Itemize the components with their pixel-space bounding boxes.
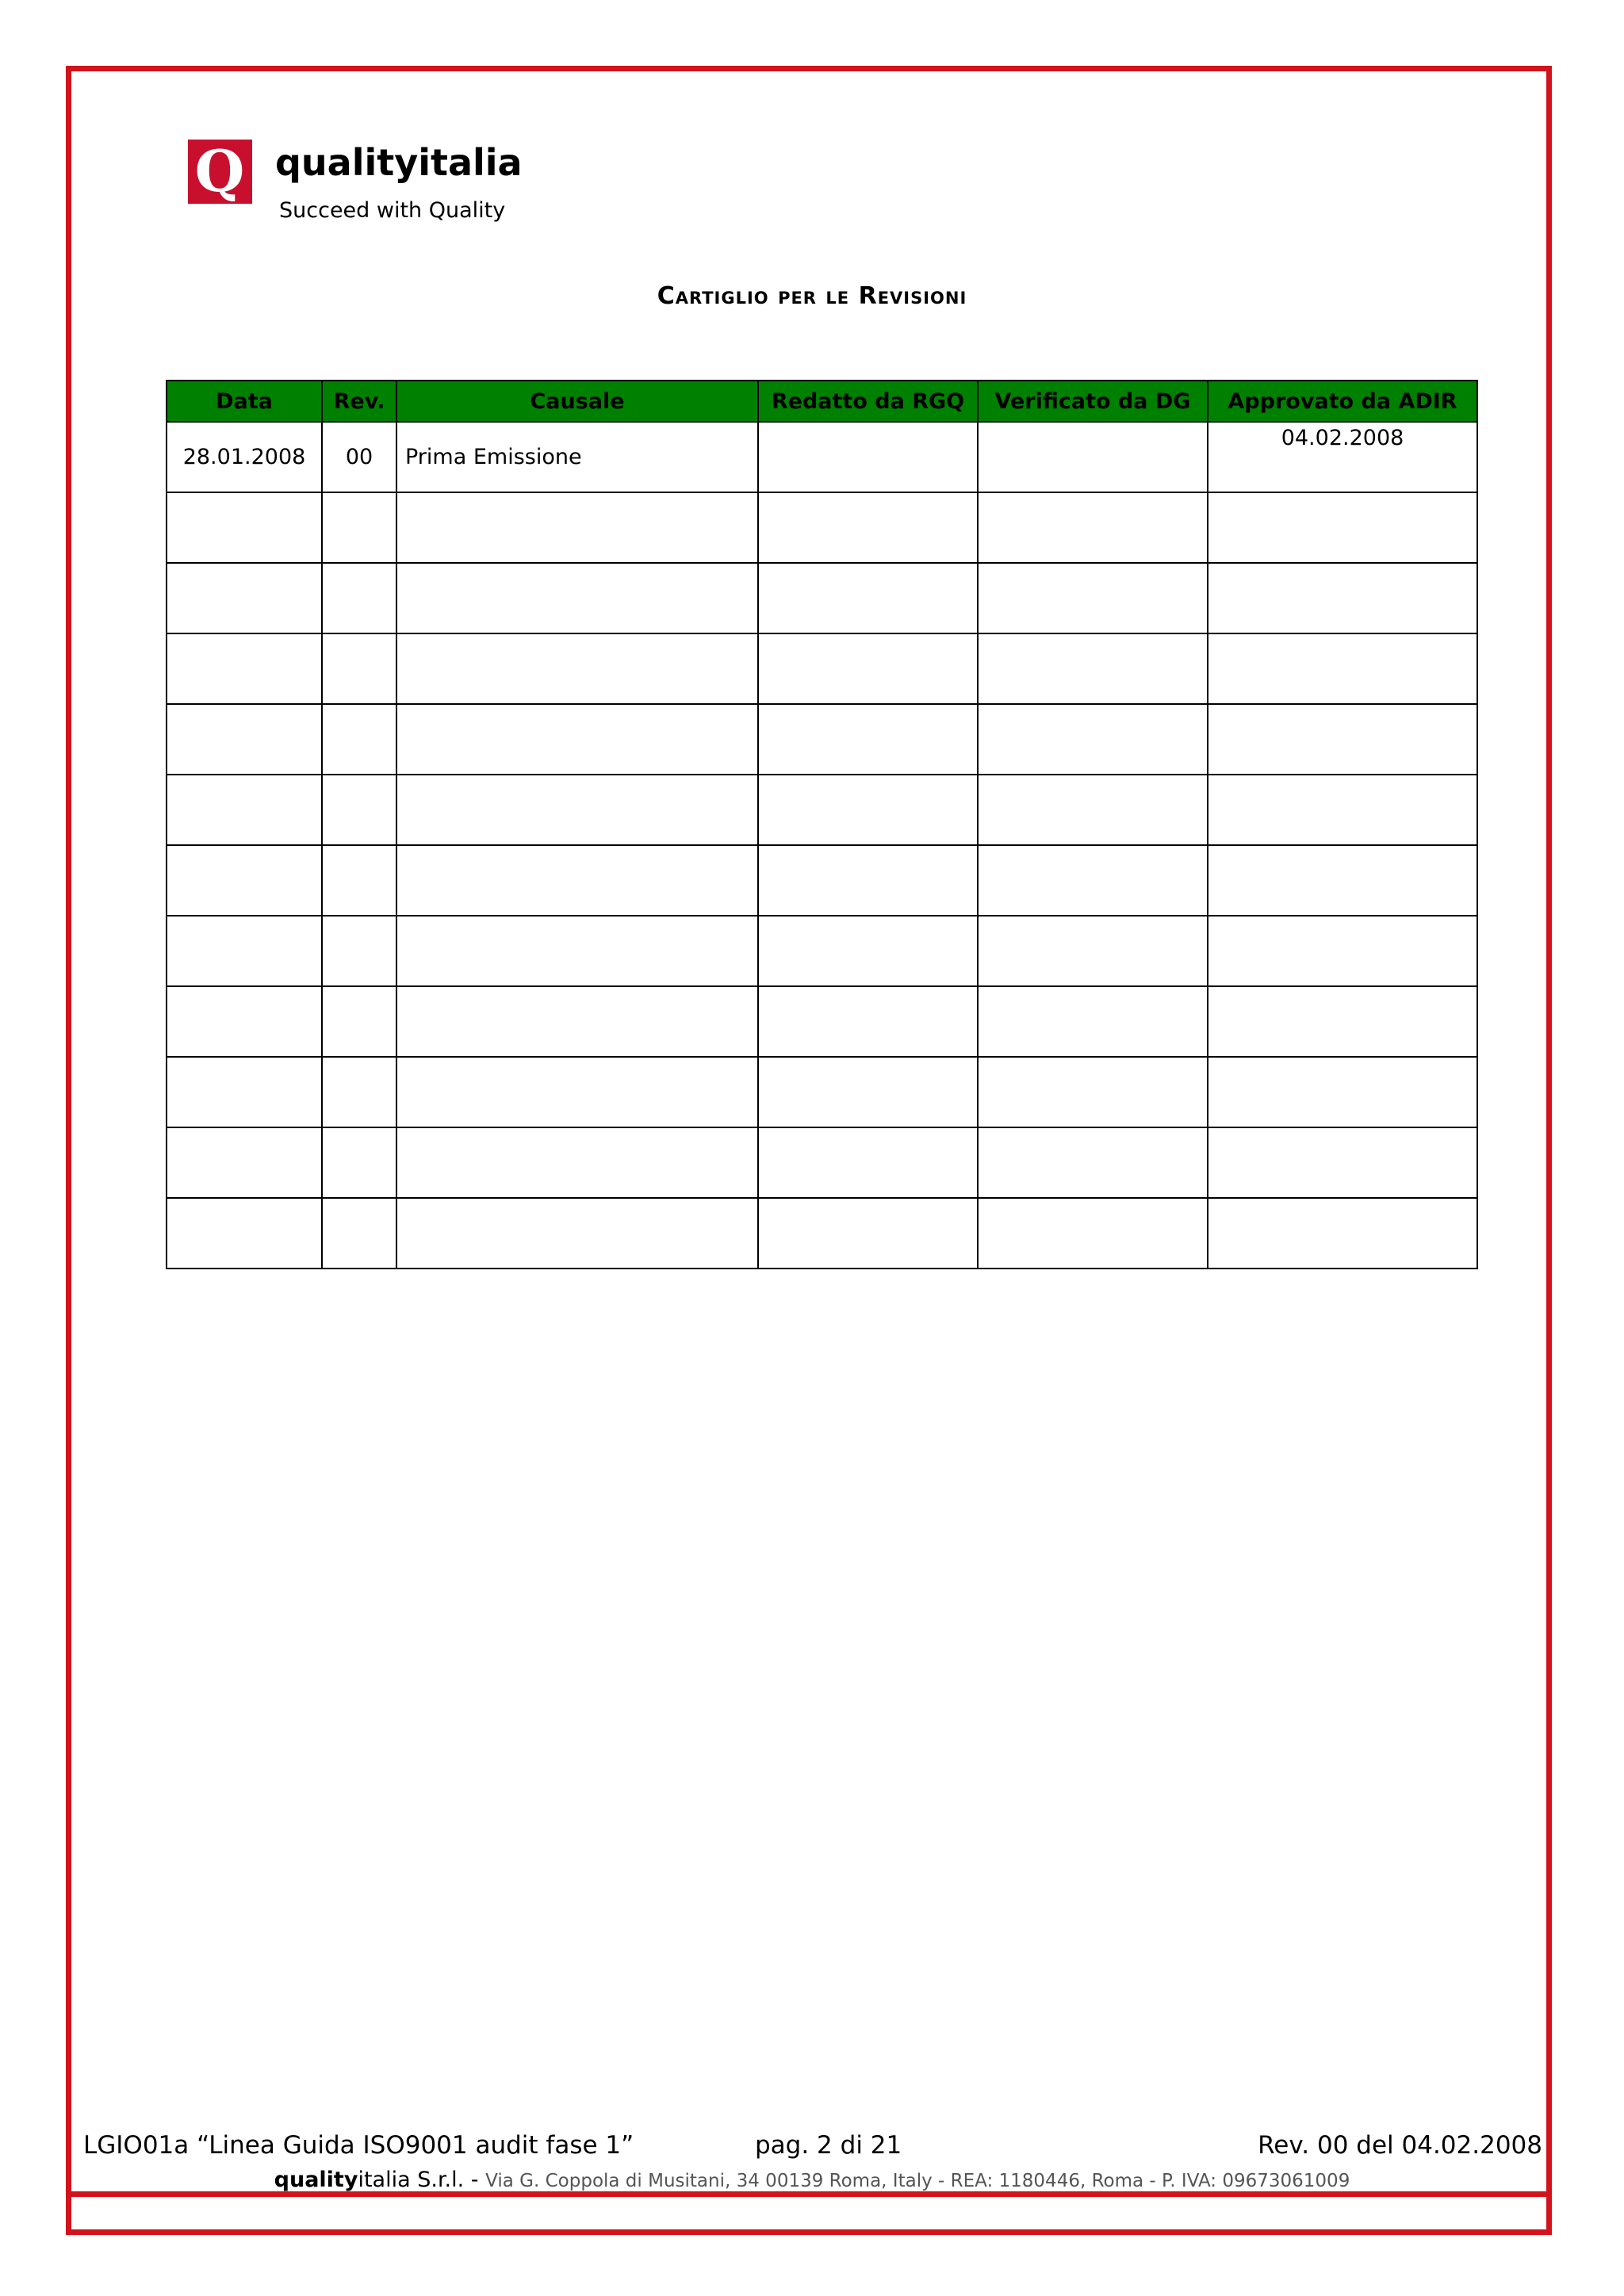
cell-rev	[322, 916, 396, 986]
cell-causale	[396, 986, 758, 1057]
cell-causale	[396, 704, 758, 775]
cell-causale	[396, 563, 758, 633]
table-row	[167, 563, 1477, 633]
footer-company	[0, 2168, 1624, 2192]
cell-rev	[322, 563, 396, 633]
footer-address: Via G. Coppola di Musitani, 34 00139 Roma, Italy - REA: 1180446, Roma - P. IVA: 09673061009	[485, 2171, 1350, 2191]
footer-divider	[66, 2191, 1552, 2197]
table-row	[167, 916, 1477, 986]
cell-rev	[322, 775, 396, 845]
header-causale: Causale	[396, 381, 758, 422]
cell-rev	[322, 845, 396, 916]
header-data: Data	[167, 381, 322, 422]
cell-rev	[322, 633, 396, 704]
cell-redatto	[758, 1127, 978, 1198]
cell-approvato	[1208, 492, 1477, 563]
cell-verificato	[978, 563, 1208, 633]
cell-redatto	[758, 422, 978, 492]
logo-name: qualityitalia	[275, 141, 523, 184]
cell-redatto	[758, 1057, 978, 1127]
cell-causale	[396, 633, 758, 704]
header-rev: Rev.	[322, 381, 396, 422]
cell-causale: Prima Emissione	[396, 422, 758, 492]
header-approvato: Approvato da ADIR	[1208, 381, 1477, 422]
page-title: Cartiglio per le Revisioni	[657, 282, 967, 310]
cell-rev	[322, 492, 396, 563]
cell-verificato	[978, 704, 1208, 775]
table-row	[167, 704, 1477, 775]
cell-data: 28.01.2008	[167, 422, 322, 492]
cell-data	[167, 1127, 322, 1198]
cell-verificato	[978, 492, 1208, 563]
cell-verificato	[978, 986, 1208, 1057]
cell-rev	[322, 704, 396, 775]
cell-data	[167, 916, 322, 986]
cell-data	[167, 704, 322, 775]
table-header-row	[167, 381, 1477, 422]
cell-verificato	[978, 1127, 1208, 1198]
cell-rev	[322, 1127, 396, 1198]
cell-approvato	[1208, 986, 1477, 1057]
cell-verificato	[978, 1198, 1208, 1269]
table-row	[167, 775, 1477, 845]
cell-approvato	[1208, 704, 1477, 775]
cell-verificato	[978, 916, 1208, 986]
cell-approvato	[1208, 845, 1477, 916]
logo-tagline: Succeed with Quality	[279, 198, 506, 223]
cell-redatto	[758, 492, 978, 563]
cell-approvato	[1208, 1198, 1477, 1269]
cell-rev: 00	[322, 422, 396, 492]
cell-redatto	[758, 704, 978, 775]
table-row	[167, 422, 1477, 492]
header-verificato: Verificato da DG	[978, 381, 1208, 422]
cell-verificato	[978, 633, 1208, 704]
cell-rev	[322, 1057, 396, 1127]
cell-verificato	[978, 775, 1208, 845]
table-row	[167, 845, 1477, 916]
cell-redatto	[758, 916, 978, 986]
table-row	[167, 633, 1477, 704]
cell-redatto	[758, 775, 978, 845]
cell-approvato	[1208, 916, 1477, 986]
footer-company-bold: quality	[274, 2168, 358, 2192]
cell-causale	[396, 845, 758, 916]
footer-doc-ref: LGIO01a “Linea Guida ISO9001 audit fase 1”	[83, 2131, 634, 2160]
cell-rev	[322, 1198, 396, 1269]
table-row	[167, 1127, 1477, 1198]
cell-rev	[322, 986, 396, 1057]
cell-causale	[396, 1057, 758, 1127]
cell-data	[167, 1198, 322, 1269]
cell-approvato	[1208, 563, 1477, 633]
cell-approvato	[1208, 1127, 1477, 1198]
revision-table-body	[167, 422, 1477, 1269]
q-logo-icon	[188, 140, 252, 204]
footer-company-name: italia S.r.l. -	[358, 2168, 486, 2192]
cell-data	[167, 1057, 322, 1127]
cell-data	[167, 775, 322, 845]
cell-verificato	[978, 845, 1208, 916]
cell-redatto	[758, 845, 978, 916]
cell-data	[167, 845, 322, 916]
cell-data	[167, 492, 322, 563]
cell-data	[167, 633, 322, 704]
cell-causale	[396, 1127, 758, 1198]
table-row	[167, 1198, 1477, 1269]
cell-causale	[396, 492, 758, 563]
revision-table	[166, 380, 1478, 1269]
cell-data	[167, 563, 322, 633]
cell-approvato	[1208, 633, 1477, 704]
cell-verificato	[978, 422, 1208, 492]
table-row	[167, 1057, 1477, 1127]
cell-approvato	[1208, 775, 1477, 845]
logo-mark-letter: Q	[194, 140, 245, 204]
header-redatto: Redatto da RGQ	[758, 381, 978, 422]
cell-causale	[396, 775, 758, 845]
cell-redatto	[758, 1198, 978, 1269]
cell-redatto	[758, 986, 978, 1057]
table-row	[167, 986, 1477, 1057]
footer-page-number: pag. 2 di 21	[755, 2131, 902, 2160]
cell-causale	[396, 916, 758, 986]
cell-approvato: 04.02.2008	[1208, 422, 1477, 492]
footer-revision: Rev. 00 del 04.02.2008	[1258, 2131, 1542, 2160]
cell-approvato	[1208, 1057, 1477, 1127]
cell-data	[167, 986, 322, 1057]
table-row	[167, 492, 1477, 563]
cell-verificato	[978, 1057, 1208, 1127]
cell-redatto	[758, 633, 978, 704]
cell-causale	[396, 1198, 758, 1269]
cell-redatto	[758, 563, 978, 633]
